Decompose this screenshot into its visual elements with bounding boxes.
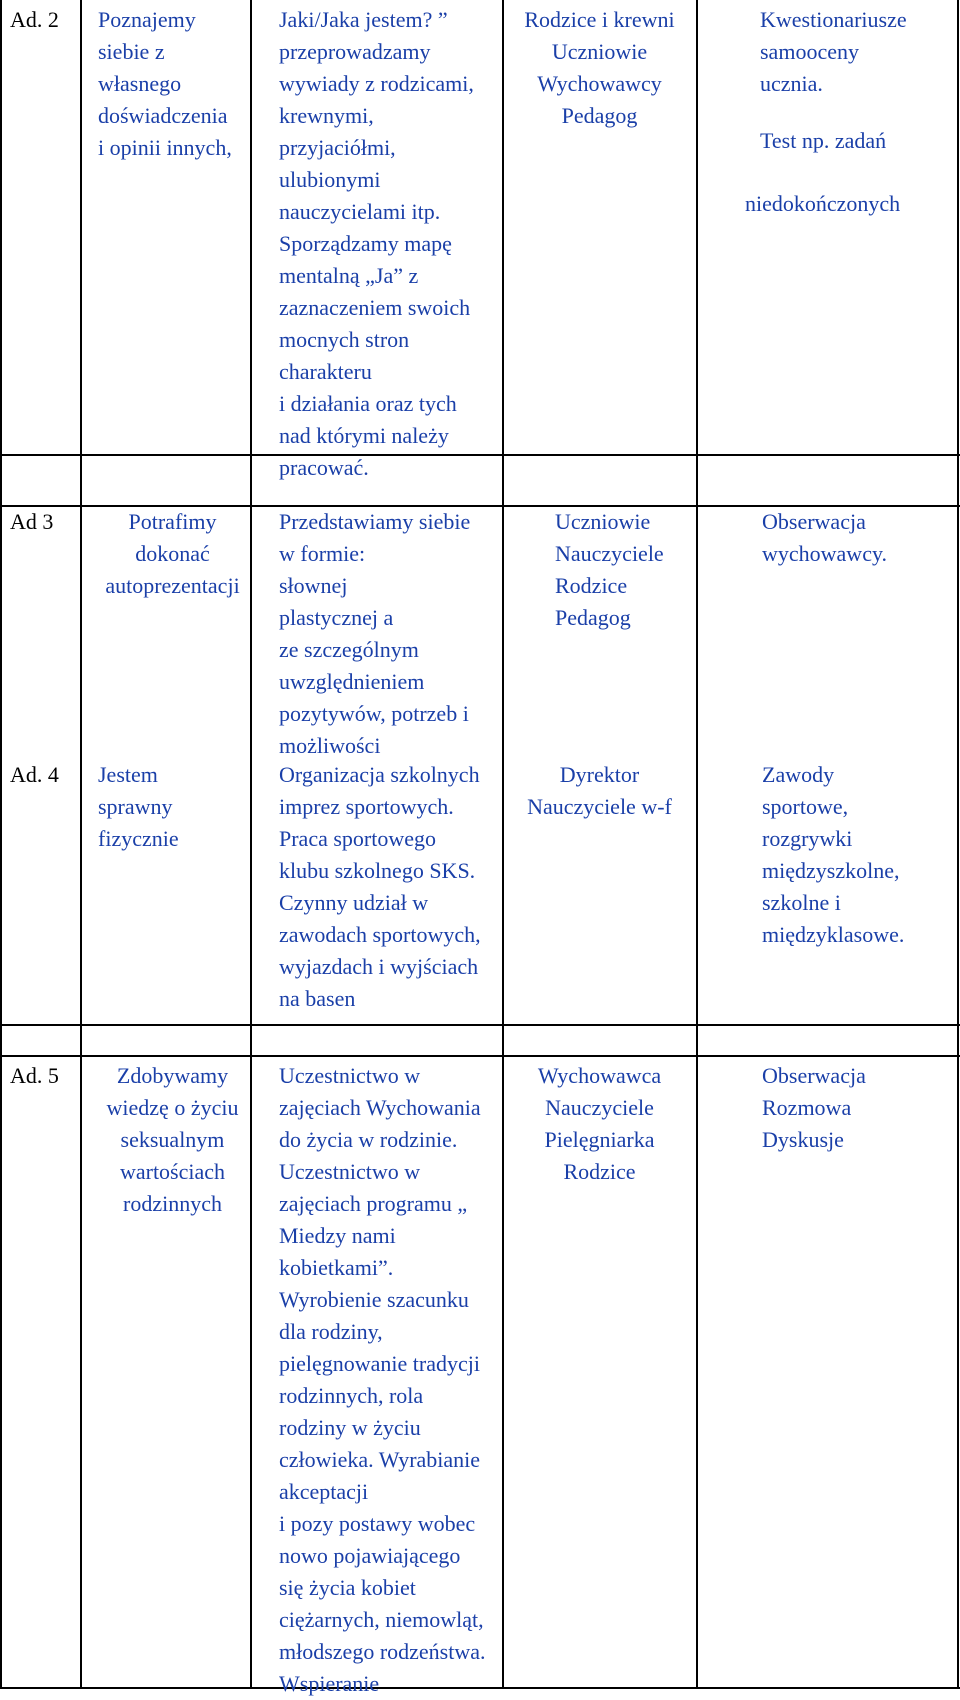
row-ad2-evaluation-unfinished: niedokończonych — [745, 191, 901, 216]
row-ad2-evaluation-test: Test np. zadań — [760, 128, 887, 153]
grid-line — [0, 1055, 960, 1057]
row-ad3-participants: Uczniowie Nauczyciele Rodzice Pedagog — [555, 509, 664, 630]
grid-line — [696, 0, 698, 1689]
row-ad4-goal: Jestem sprawny fizycznie — [98, 762, 179, 851]
grid-line — [0, 1024, 960, 1026]
row-ad4-activities: Organizacja szkolnych imprez sportowych. Praca sportowego klubu szkolnego SKS. Czynny udział w zawodach sportowych, wyjazdach i wyjściach na basen — [279, 762, 481, 1011]
row-ad2-goal: Poznajemy siebie z własnego doświadczenia i opinii innych, — [98, 7, 232, 160]
row-ad2-number: Ad. 2 — [10, 7, 59, 32]
row-ad2-activities: Jaki/Jaka jestem? ” przeprowadzamy wywiady z rodzicami, krewnymi, przyjaciółmi, ulubionymi nauczycielami itp. Sporządzamy mapę mentalną „Ja” z zaznaczeniem swoich mocnych stron charakteru i działania oraz tych nad którymi należy pracować. — [279, 7, 474, 480]
row-ad5-goal: Zdobywamy wiedzę o życiu seksualnym wartościach rodzinnych — [106, 1063, 239, 1216]
row-ad5-number: Ad. 5 — [10, 1063, 59, 1088]
row-ad2-evaluation: Kwestionariusze samooceny ucznia. — [760, 7, 907, 96]
grid-line — [80, 0, 82, 1689]
row-ad3-number: Ad 3 — [10, 509, 54, 534]
grid-line — [250, 0, 252, 1689]
row-ad3-evaluation: Obserwacja wychowawcy. — [762, 509, 888, 566]
row-ad4-number: Ad. 4 — [10, 762, 59, 787]
row-ad4-evaluation: Zawody sportowe, rozgrywki międzyszkolne, szkolne i międzyklasowe. — [762, 762, 905, 947]
grid-line — [957, 0, 959, 1689]
row-ad2-participants: Rodzice i krewni Uczniowie Wychowawcy Pedagog — [524, 7, 675, 128]
row-ad3-goal: Potrafimy dokonać autoprezentacji — [105, 509, 240, 598]
row-ad5-evaluation: Obserwacja Rozmowa Dyskusje — [762, 1063, 866, 1152]
grid-line — [0, 0, 2, 1689]
row-ad5-activities: Uczestnictwo w zajęciach Wychowania do życia w rodzinie. Uczestnictwo w zajęciach programu „ Miedzy nami kobietkami”. Wyrobienie szacunku dla rodziny, pielęgnowanie tradycji rodzinnych, rola rodziny w życiu człowieka. Wyrabianie akceptacji i pozy postawy wobec nowo pojawiającego się życia kobiet ciężarnych, niemowląt, młodszego rodzeństwa. Wspieranie — [279, 1063, 486, 1696]
row-ad3-activities: Przedstawiamy siebie w formie: słownej plastycznej a ze szczególnym uwzględnieniem pozytywów, potrzeb i możliwości — [279, 509, 471, 758]
row-ad4-participants: Dyrektor Nauczyciele w-f — [527, 762, 672, 819]
grid-line — [502, 0, 504, 1689]
row-ad5-participants: Wychowawca Nauczyciele Pielęgniarka Rodzice — [537, 1063, 662, 1184]
